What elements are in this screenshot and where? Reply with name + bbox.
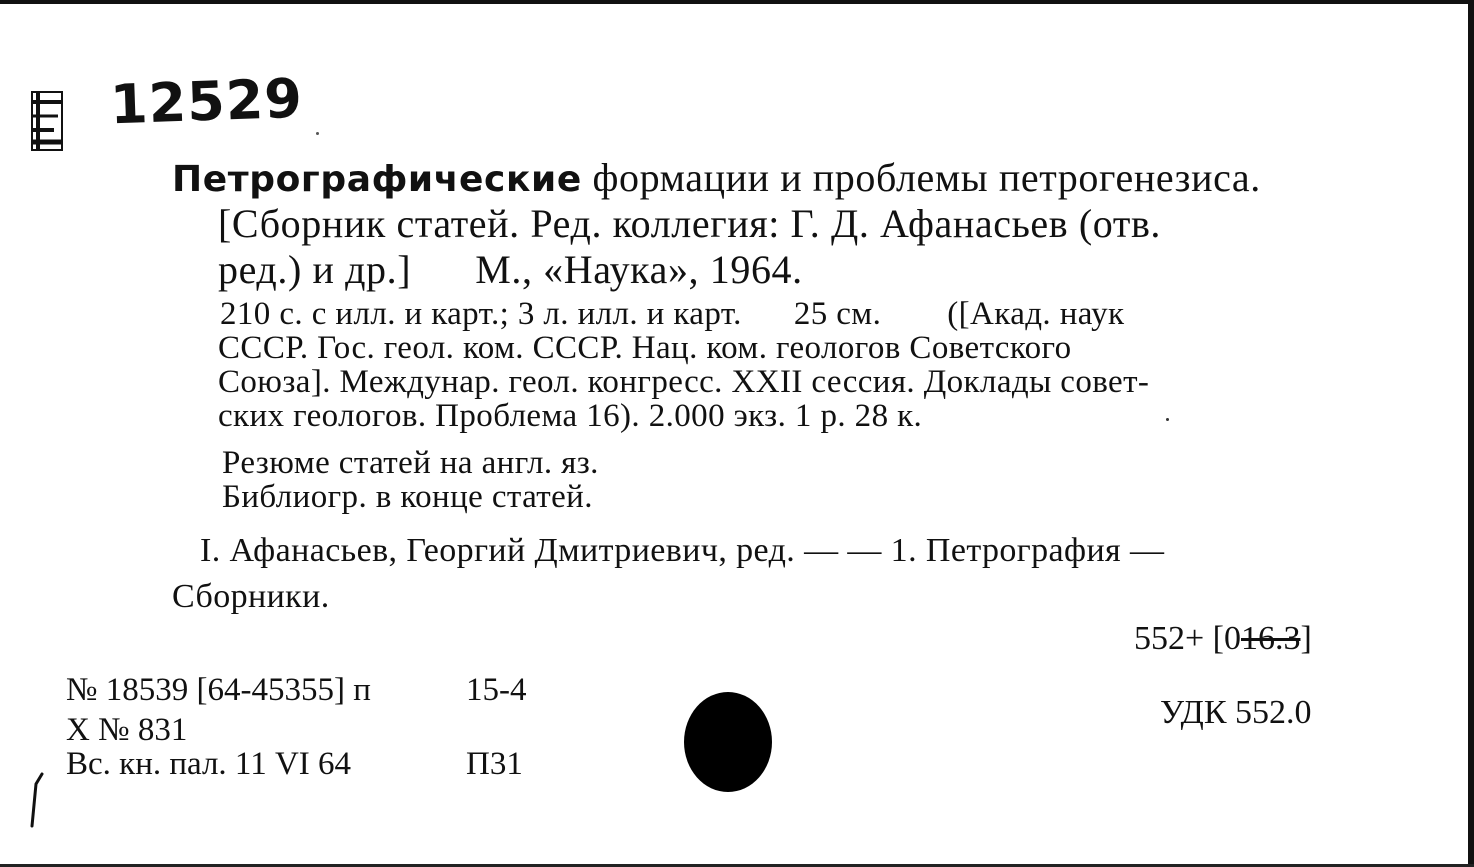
- pagination: 210 с. с илл. и карт.; 3 л. илл. и карт.: [220, 296, 742, 332]
- footer-code-2: П31: [466, 746, 523, 782]
- editor-note: ред.) и др.]: [218, 247, 412, 292]
- footer-line-2: Х № 831: [66, 712, 188, 748]
- card-top-border: [0, 0, 1474, 4]
- series-start: ([Акад. наук: [947, 296, 1125, 332]
- description-line-3: Союза]. Междунар. геол. конгресс. XXII сессия. Доклады совет-: [218, 364, 1150, 400]
- chamber-date: Вс. кн. пал. 11 VI 64: [66, 746, 352, 782]
- dimensions: 25 см.: [793, 296, 882, 332]
- speck: [316, 132, 319, 135]
- tracing-line-1: I. Афанасьев, Георгий Дмитриевич, ред. — — 1. Петрография —: [200, 532, 1165, 569]
- title-line-3: [218, 246, 803, 293]
- class-number-start: 552+ [0: [1134, 620, 1241, 657]
- footer-line-1: [66, 672, 527, 709]
- handwritten-number: 12529: [108, 66, 304, 137]
- title-bold: Петрографические: [172, 159, 582, 200]
- class-number-end: ]: [1300, 620, 1312, 657]
- title-rest: формации и проблемы петрогенезиса.: [581, 155, 1261, 200]
- stray-dot: [1166, 418, 1169, 421]
- card-punch-hole: [684, 692, 772, 792]
- note-summary: Резюме статей на англ. яз.: [222, 445, 599, 481]
- card-right-border: [1468, 0, 1474, 867]
- note-bibliography: Библиогр. в конце статей.: [222, 479, 593, 515]
- library-stamp-icon: [28, 90, 66, 152]
- title-line-2: [Сборник статей. Ред. коллегия: Г. Д. Афанасьев (отв.: [218, 201, 1162, 246]
- description-line-2: СССР. Гос. геол. ком. СССР. Нац. ком. геологов Советского: [218, 330, 1072, 366]
- footer-line-3: [66, 746, 523, 783]
- description-line-1: [220, 296, 1125, 333]
- class-number-struck: 16.3: [1241, 620, 1301, 657]
- imprint: М., «Наука», 1964.: [475, 247, 803, 292]
- classification-number: [1134, 620, 1312, 658]
- pen-mark-icon: [20, 770, 60, 830]
- tracing-line-2: Сборники.: [172, 578, 330, 615]
- udk-code: УДК 552.0: [1160, 694, 1312, 731]
- title-line: [172, 154, 1261, 201]
- description-line-4: ских геологов. Проблема 16). 2.000 экз. 1 р. 28 к.: [218, 398, 923, 434]
- footer-code-1: 15-4: [466, 672, 527, 708]
- registry-number: № 18539 [64-45355] п: [66, 672, 371, 708]
